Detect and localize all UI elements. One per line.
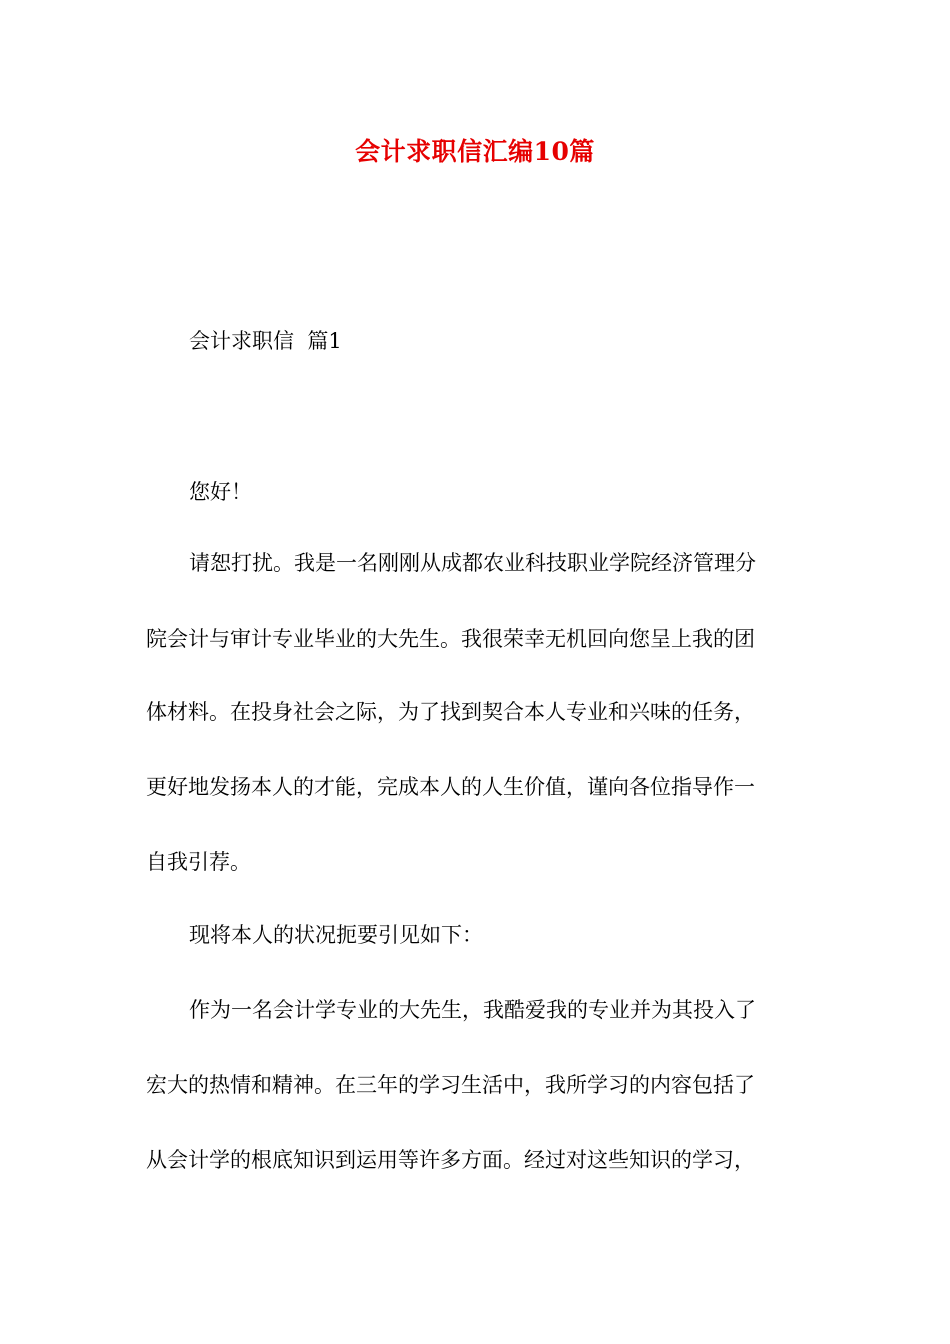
section-heading: 会计求职信 篇1 <box>189 329 342 353</box>
paragraph-line: 宏大的热情和精神。在三年的学习生活中，我所学习的内容包括了 <box>146 1073 755 1097</box>
paragraph-line: 现将本人的状况扼要引见如下： <box>189 923 483 947</box>
paragraph-line: 院会计与审计专业毕业的大先生。我很荣幸无机回向您呈上我的团 <box>146 627 755 651</box>
paragraph-line: 体材料。在投身社会之际，为了找到契合本人专业和兴味的任务， <box>146 700 755 724</box>
paragraph-line: 自我引荐。 <box>146 850 251 874</box>
paragraph-line: 作为一名会计学专业的大先生，我酷爱我的专业并为其投入了 <box>189 998 756 1022</box>
paragraph-line: 更好地发扬本人的才能，完成本人的人生价值，谨向各位指导作一 <box>146 775 755 799</box>
paragraph-line: 从会计学的根底知识到运用等许多方面。经过对这些知识的学习， <box>146 1148 755 1172</box>
greeting: 您好！ <box>189 480 252 504</box>
document-title: 会计求职信汇编10篇 <box>355 137 595 166</box>
paragraph-line: 请恕打扰。我是一名刚刚从成都农业科技职业学院经济管理分 <box>189 551 756 575</box>
